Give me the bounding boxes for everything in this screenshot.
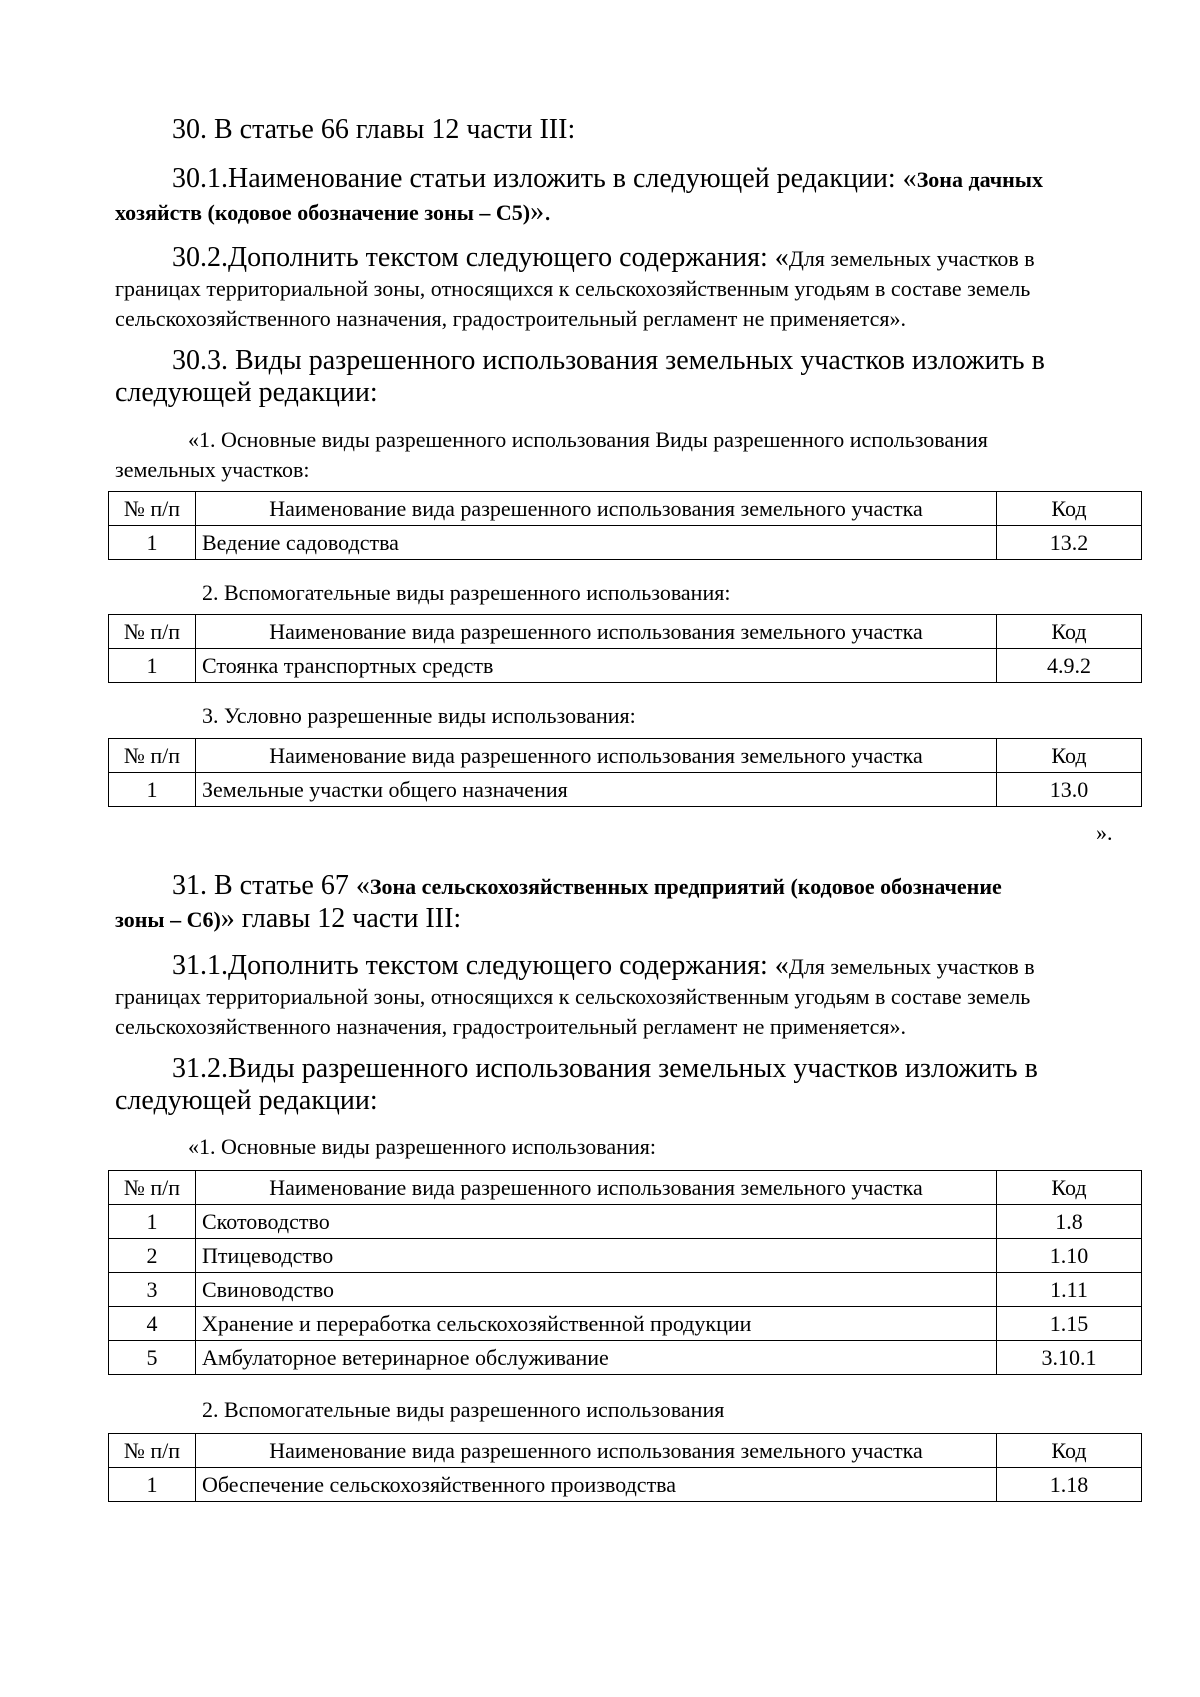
table-header-row — [109, 615, 1142, 649]
table-header-row — [109, 1171, 1142, 1205]
header-name: Наименование вида разрешенного использования земельного участка — [196, 492, 997, 526]
section-31-1-line3: сельскохозяйственного назначения, градостроительный регламент не применяется». — [115, 1014, 907, 1039]
cell-name: Ведение садоводства — [196, 526, 997, 560]
table-row — [109, 1468, 1142, 1502]
cell-name: Стоянка транспортных средств — [196, 649, 997, 683]
header-name: Наименование вида разрешенного использования земельного участка — [196, 1434, 997, 1468]
section-31-1-line2: границах территориальной зоны, относящихся к сельскохозяйственным угодьям в составе земель — [115, 984, 1031, 1009]
cell-code: 1.18 — [997, 1468, 1142, 1502]
header-code: Код — [997, 739, 1142, 773]
cell-name: Земельные участки общего назначения — [196, 773, 997, 807]
header-num: № п/п — [109, 739, 196, 773]
list-30-1-line2: земельных участков: — [115, 457, 310, 482]
table-header-row — [109, 492, 1142, 526]
cell-code: 1.11 — [997, 1273, 1142, 1307]
section-31-heading-line1: 31. В статье 67 «Зона сельскохозяйственных предприятий (кодовое обозначение — [172, 870, 1002, 901]
header-code: Код — [997, 1434, 1142, 1468]
header-code: Код — [997, 1171, 1142, 1205]
list-31-1: «1. Основные виды разрешенного использования: — [188, 1134, 656, 1159]
table-row — [109, 526, 1142, 560]
cell-num: 3 — [109, 1273, 196, 1307]
header-name: Наименование вида разрешенного использования земельного участка — [196, 1171, 997, 1205]
header-num: № п/п — [109, 1434, 196, 1468]
list-30-3: 3. Условно разрешенные виды использования: — [202, 703, 636, 728]
table-row — [109, 649, 1142, 683]
list-30-2: 2. Вспомогательные виды разрешенного использования: — [202, 580, 731, 605]
section-30-3-line1: 30.3. Виды разрешенного использования земельных участков изложить в — [172, 345, 1045, 376]
cell-num: 4 — [109, 1307, 196, 1341]
section-30-1-line1: 30.1.Наименование статьи изложить в следующей редакции: «Зона дачных — [172, 163, 1043, 194]
cell-num: 1 — [109, 526, 196, 560]
section-31-2-line2: следующей редакции: — [115, 1085, 378, 1116]
cell-num: 1 — [109, 649, 196, 683]
section-31-2-line1: 31.2.Виды разрешенного использования земельных участков изложить в — [172, 1053, 1038, 1084]
section-30-2-line1: 30.2.Дополнить текстом следующего содержания: «Для земельных участков в — [172, 242, 1035, 273]
cell-name: Скотоводство — [196, 1205, 997, 1239]
table-row — [109, 1205, 1142, 1239]
header-code: Код — [997, 492, 1142, 526]
table-row — [109, 773, 1142, 807]
table-31-main-uses — [108, 1170, 1142, 1375]
cell-num: 1 — [109, 1205, 196, 1239]
section-30-2-line3: сельскохозяйственного назначения, градостроительный регламент не применяется». — [115, 306, 907, 331]
cell-num: 2 — [109, 1239, 196, 1273]
table-31-auxiliary-uses — [108, 1433, 1142, 1502]
cell-num: 5 — [109, 1341, 196, 1375]
list-30-1-line1: «1. Основные виды разрешенного использования Виды разрешенного использования — [188, 427, 988, 452]
cell-code: 1.8 — [997, 1205, 1142, 1239]
header-num: № п/п — [109, 1171, 196, 1205]
section-30-1-line2: хозяйств (кодовое обозначение зоны – С5)». — [115, 196, 552, 227]
section-30-heading: 30. В статье 66 главы 12 части III: — [172, 114, 576, 145]
cell-code: 13.0 — [997, 773, 1142, 807]
table-30-auxiliary-uses — [108, 614, 1142, 683]
table-header-row — [109, 739, 1142, 773]
header-num: № п/п — [109, 615, 196, 649]
header-name: Наименование вида разрешенного использования земельного участка — [196, 615, 997, 649]
header-name: Наименование вида разрешенного использования земельного участка — [196, 739, 997, 773]
cell-code: 3.10.1 — [997, 1341, 1142, 1375]
cell-num: 1 — [109, 773, 196, 807]
cell-code: 1.15 — [997, 1307, 1142, 1341]
list-31-2: 2. Вспомогательные виды разрешенного использования — [202, 1397, 725, 1422]
table-30-conditional-uses — [108, 738, 1142, 807]
cell-code: 1.10 — [997, 1239, 1142, 1273]
table-row — [109, 1341, 1142, 1375]
cell-code: 4.9.2 — [997, 649, 1142, 683]
header-code: Код — [997, 615, 1142, 649]
table-30-main-uses — [108, 491, 1142, 560]
table-row — [109, 1273, 1142, 1307]
table-header-row — [109, 1434, 1142, 1468]
table-row — [109, 1239, 1142, 1273]
section-31-1-line1: 31.1.Дополнить текстом следующего содержания: «Для земельных участков в — [172, 950, 1035, 981]
section-31-heading-line2: зоны – С6)» главы 12 части III: — [115, 903, 462, 934]
section-30-3-line2: следующей редакции: — [115, 377, 378, 408]
header-num: № п/п — [109, 492, 196, 526]
cell-name: Обеспечение сельскохозяйственного производства — [196, 1468, 997, 1502]
cell-code: 13.2 — [997, 526, 1142, 560]
quote-close: ». — [1096, 820, 1113, 845]
table-row — [109, 1307, 1142, 1341]
section-30-2-line2: границах территориальной зоны, относящихся к сельскохозяйственным угодьям в составе земель — [115, 276, 1031, 301]
cell-name: Хранение и переработка сельскохозяйственной продукции — [196, 1307, 997, 1341]
cell-name: Свиноводство — [196, 1273, 997, 1307]
cell-num: 1 — [109, 1468, 196, 1502]
cell-name: Птицеводство — [196, 1239, 997, 1273]
cell-name: Амбулаторное ветеринарное обслуживание — [196, 1341, 997, 1375]
